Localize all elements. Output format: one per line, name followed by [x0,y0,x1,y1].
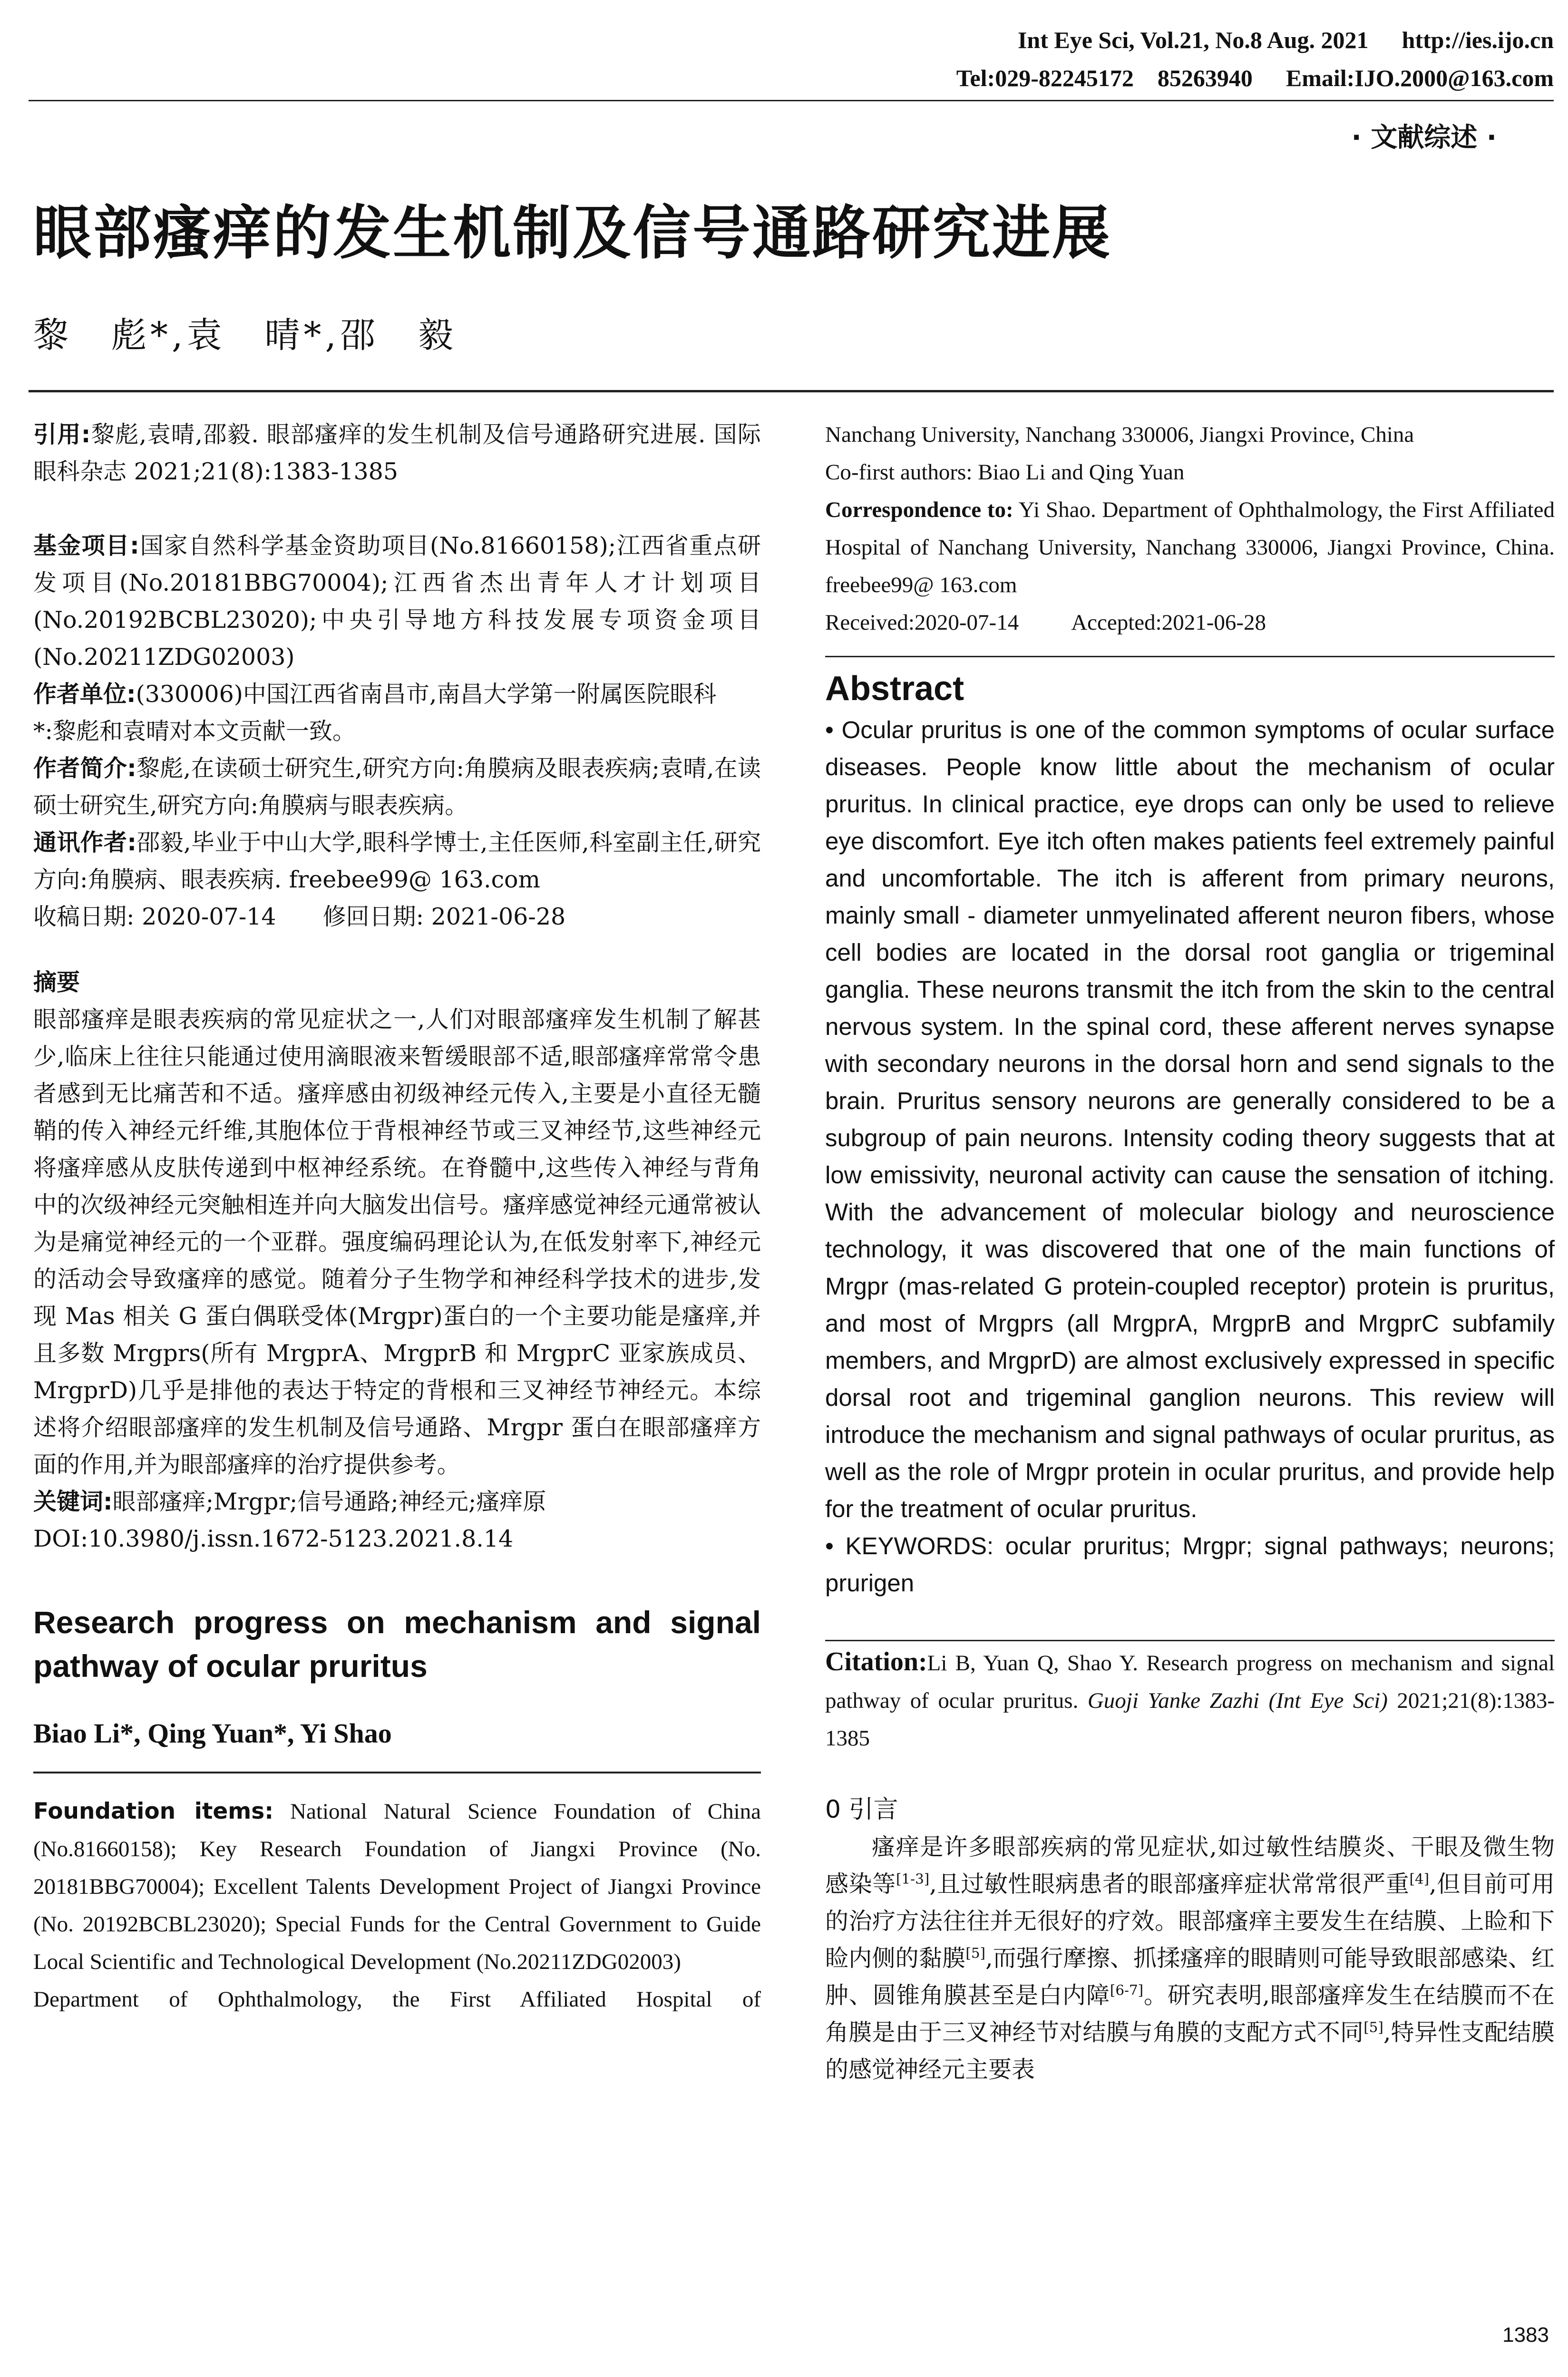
english-authors: Biao Li*, Qing Yuan*, Yi Shao [33,1718,392,1749]
keywords-en: • KEYWORDS: ocular pruritus; Mrgpr; signal pathways; neurons; prurigen [825,1532,1555,1597]
unit-cn: 作者单位:(330006)中国江西省南昌市,南昌大学第一附属医院眼科 [33,681,717,708]
journal-email: Email:IJO.2000@163.com [1286,65,1554,91]
corresponding-cn: 通讯作者:邵毅,毕业于中山大学,眼科学博士,主任医师,科室副主任,研究方向:角膜病、眼表疾病. freebee99@ 163.com [33,829,761,893]
right-column [825,416,1555,2088]
abstract-cn: 眼部瘙痒是眼表疾病的常见症状之一,人们对眼部瘙痒发生机制了解甚少,临床上往往只能通过使用滴眼液来暂缓眼部不适,眼部瘙痒常常令患者感到无比痛苦和不适。瘙痒感由初级神经元传入,主要是小直径无髓鞘的传入神经元纤维,其胞体位于背根神经节或三叉神经节,这些神经元将瘙痒感从皮肤传递到中枢神经系统。在脊髓中,这些传入神经与背角中的次级神经元突触相连并向大脑发出信号。瘙痒感觉神经元通常被认为是痛觉神经元的一个亚群。强度编码理论认为,在低发射率下,神经元的活动会导致瘙痒的感觉。随着分子生物学和神经科学技术的进步,发现 Mas 相关 G 蛋白偶联受体(Mrgpr)蛋白的一个主要功能是瘙痒,并且多数 Mrgprs(所有 MrgprA、MrgprB 和 MrgprC 亚家族成员、MrgprD)几乎是排他的表达于特定的背根和三叉神经节神经元。本综述将介绍眼部瘙痒的发生机制及信号通路、Mrgpr 蛋白在眼部瘙痒方面的作用,并为眼部瘙痒的治疗提供参考。 [33,1006,761,1478]
title-rule [29,390,1554,392]
author-intro-cn: 作者简介:黎彪,在读硕士研究生,研究方向:角膜病及眼表疾病;袁晴,在读硕士研究生,研究方向:角膜病与眼表疾病。 [33,755,761,819]
citation-cn: 引用:黎彪,袁晴,邵毅. 眼部瘙痒的发生机制及信号通路研究进展. 国际眼科杂志 2021;21(8):1383-1385 [33,421,761,485]
authors-cn: 黎 彪*,袁 晴*,邵 毅 [33,315,458,356]
section-label: · 文献综述 · [1351,122,1497,153]
abstract-heading-en: Abstract [825,670,964,708]
page-title: 眼部瘙痒的发生机制及信号通路研究进展 [33,199,1112,267]
english-title: Research progress on mechanism and signal pathway of ocular pruritus [33,1605,761,1684]
citation-en: Citation:Li B, Yuan Q, Shao Y. Research progress on mechanism and signal pathway of ocular pruritus. Guoji Yanke Zazhi (Int Eye Sci) 2021;21(8):1383-1385 [825,1647,1555,1751]
citation-top-rule [825,1640,1555,1641]
abstract-top-rule [825,656,1555,657]
ref-4: [4] [1409,1870,1430,1887]
dates-en: Received:2020-07-14 Accepted:2021-06-28 [825,610,1266,635]
affiliation-en: Nanchang University, Nanchang 330006, Jiangxi Province, China [825,422,1414,447]
left-column [33,416,761,2018]
journal-info: Int Eye Sci, Vol.21, No.8 Aug. 2021 [1017,27,1369,53]
ref-5b: [5] [1363,2019,1383,2036]
doi: DOI:10.3980/j.issn.1672-5123.2021.8.14 [33,1525,514,1552]
abstract-heading-cn: 摘要 [33,969,80,996]
cofirst-cn: *:黎彪和袁晴对本文贡献一致。 [33,718,356,745]
english-authors-rule [33,1772,761,1773]
journal-tel: Tel:029-82245172 85263940 [956,65,1253,91]
abstract-en: • Ocular pruritus is one of the common symptoms of ocular surface diseases. People know little about the mechanism of ocular pruritus. In clinical practice, eye drops can only be used to relieve eye discomfort. Eye itch often makes patients feel extremely painful and uncomfortable. The itch is afferent from primary neurons, mainly small - diameter unmyelinated afferent neuron fibers, whose cell bodies are located in the dorsal root ganglia or trigeminal ganglia. These neurons transmit the itch from the skin to the central nervous system. In the spinal cord, these afferent nerves synapse with secondary neurons in the dorsal horn and send signals to the brain. Pruritus sensory neurons are generally considered to be a subgroup of pain neurons. Intensity coding theory suggests that at low emissivity, neuronal activity can cause the sensation of itching. With the advancement of molecular biology and neuroscience technology, it was discovered that one of the main functions of Mrgpr (mas-related G protein-coupled receptor) protein is pruritus, and most of Mrgprs (all MrgprA, MrgprB and MrgprC subfamily members, and MrgprD) are almost exclusively expressed in specific dorsal root and trigeminal ganglion neurons. This review will introduce the mechanism and signal pathways of ocular pruritus, as well as the role of Mrgpr protein in ocular pruritus, and provide help for the treatment of ocular pruritus. [825,716,1555,1522]
running-header-line2 [923,61,1554,95]
correspondence-en: Correspondence to: Yi Shao. Department of Ophthalmology, the First Affiliated Hospital of Nanchang University, Nanchang 330006, Jiangxi Province, China. freebee99@ 163.com [825,497,1555,597]
header-rule [29,100,1554,101]
page-number: 1383 [1502,2323,1549,2347]
intro-heading: 0 引言 [825,1795,898,1824]
keywords-cn: 关键词:眼部瘙痒;Mrgpr;信号通路;神经元;瘙痒原 [33,1488,546,1515]
running-header-line1 [984,23,1554,57]
ref-6-7: [6-7] [1110,1982,1144,1998]
fund-cn: 基金项目:国家自然科学基金资助项目(No.81660158);江西省重点研发项目(No.20181BBG70004);江西省杰出青年人才计划项目(No.20192BCBL23020);中央引导地方科技发展专项资金项目(No.20211ZDG02003) [33,532,761,671]
journal-url: http://ies.ijo.cn [1402,27,1554,53]
intro-paragraph: 瘙痒是许多眼部疾病的常见症状,如过敏性结膜炎、干眼及微生物感染等[1-3],且过敏性眼病患者的眼部瘙痒症状常常很严重[4],但目前可用的治疗方法往往并无很好的疗效。眼部瘙痒主要发生在结膜、上睑和下睑内侧的黏膜[5],而强行摩擦、抓揉瘙痒的眼睛则可能导致眼部感染、红肿、圆锥角膜甚至是白内障[6-7]。研究表明,眼部瘙痒发生在结膜而不在角膜是由于三叉神经节对结膜与角膜的支配方式不同[5],特异性支配结膜的感觉神经元主要表 [825,1833,1555,2083]
dates-cn: 收稿日期: 2020-07-14 修回日期: 2021-06-28 [33,903,566,930]
ref-5: [5] [965,1945,985,1961]
cofirst-en: Co-first authors: Biao Li and Qing Yuan [825,460,1185,485]
department-en: Department of Ophthalmology, the First Affiliated Hospital of [33,1987,761,2012]
ref-1-3: [1-3] [896,1870,930,1887]
foundation-items-en: Foundation items: National Natural Science Foundation of China (No.81660158); Key Research Foundation of Jiangxi Province (No. 20181BBG70004); Excellent Talents Development Project of Jiangxi Province (No. 20192BCBL23020); Special Funds for the Central Government to Guide Local Scientific and Technological Development (No.20211ZDG02003) [33,1798,761,1974]
